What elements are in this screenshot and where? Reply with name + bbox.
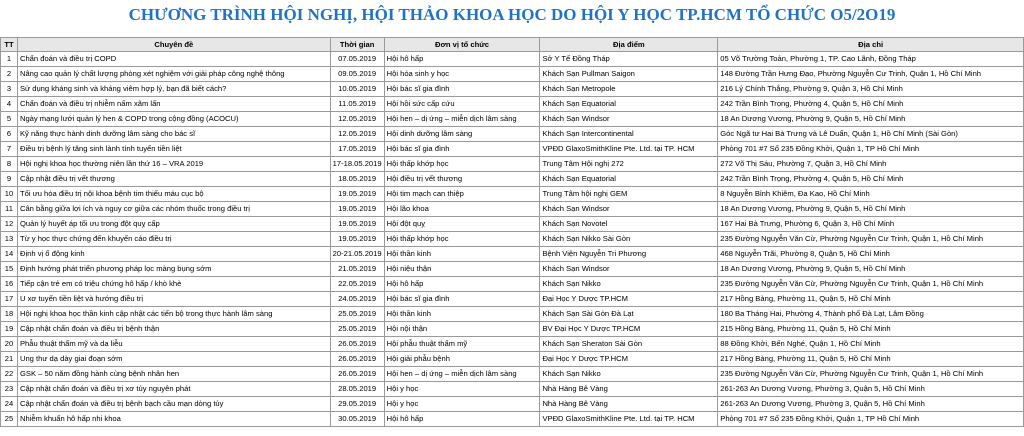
table-row	[1, 97, 1024, 112]
cell-venue[interactable]: Khách Sạn Windsor	[540, 202, 718, 217]
header-venue[interactable]: Địa điểm	[540, 38, 718, 52]
cell-tt[interactable]: 23	[1, 382, 18, 397]
cell-organizer[interactable]: Hội hô hấp	[384, 412, 540, 427]
cell-address[interactable]: 242 Trần Bình Trọng, Phường 4, Quận 5, Hồ Chí Minh	[718, 172, 1024, 187]
cell-venue[interactable]: Khách Sạn Equatorial	[540, 97, 718, 112]
cell-organizer[interactable]: Hội tim mạch can thiệp	[384, 187, 540, 202]
cell-organizer[interactable]: Hội hồi sức cấp cứu	[384, 97, 540, 112]
cell-tt[interactable]: 11	[1, 202, 18, 217]
cell-venue[interactable]: Khách Sạn Intercontinental	[540, 127, 718, 142]
cell-topic[interactable]: Phẫu thuật thẩm mỹ và da liễu	[17, 337, 330, 352]
cell-address[interactable]: 18 An Dương Vương, Phường 9, Quận 5, Hồ Chí Minh	[718, 262, 1024, 277]
cell-address[interactable]: 180 Ba Tháng Hai, Phường 4, Thành phố Đà Lạt, Lâm Đồng	[718, 307, 1024, 322]
cell-topic[interactable]: Cập nhật điều trị vết thương	[17, 172, 330, 187]
cell-organizer[interactable]: Hội thần kinh	[384, 247, 540, 262]
header-organizer[interactable]: Đơn vị tổ chức	[384, 38, 540, 52]
cell-tt[interactable]: 4	[1, 97, 18, 112]
cell-date[interactable]: 07.05.2019	[330, 52, 384, 67]
cell-topic[interactable]: Ung thư dạ dày giai đoạn sớm	[17, 352, 330, 367]
cell-tt[interactable]: 12	[1, 217, 18, 232]
table-row	[1, 172, 1024, 187]
table-row	[1, 52, 1024, 67]
table-row	[1, 277, 1024, 292]
cell-tt[interactable]: 15	[1, 262, 18, 277]
cell-date[interactable]: 18.05.2019	[330, 172, 384, 187]
cell-venue[interactable]: Nhà Hàng Bê Vàng	[540, 382, 718, 397]
cell-date[interactable]: 25.05.2019	[330, 322, 384, 337]
cell-tt[interactable]: 10	[1, 187, 18, 202]
cell-address[interactable]: 148 Đường Trần Hưng Đạo, Phường Nguyễn Cư Trinh, Quận 1, Hồ Chí Minh	[718, 67, 1024, 82]
cell-topic[interactable]: Hội nghị khoa học thường niên lần thứ 16 – VRA 2019	[17, 157, 330, 172]
cell-date[interactable]: 09.05.2019	[330, 67, 384, 82]
cell-date[interactable]: 24.05.2019	[330, 292, 384, 307]
table-row	[1, 202, 1024, 217]
cell-address[interactable]: 18 An Dương Vương, Phường 9, Quận 5, Hồ Chí Minh	[718, 112, 1024, 127]
cell-organizer[interactable]: Hội hô hấp	[384, 52, 540, 67]
cell-address[interactable]: 242 Trần Bình Trọng, Phường 4, Quận 5, Hồ Chí Minh	[718, 97, 1024, 112]
cell-address[interactable]: 468 Nguyễn Trãi, Phường 8, Quận 5, Hồ Chí Minh	[718, 247, 1024, 262]
cell-address[interactable]: 05 Võ Trường Toản, Phường 1, TP. Cao Lãnh, Đồng Tháp	[718, 52, 1024, 67]
cell-date[interactable]: 12.05.2019	[330, 112, 384, 127]
cell-venue[interactable]: Trung Tâm Hội nghị 272	[540, 157, 718, 172]
table-row	[1, 217, 1024, 232]
table-row	[1, 322, 1024, 337]
cell-date[interactable]: 21.05.2019	[330, 262, 384, 277]
cell-date[interactable]: 26.05.2019	[330, 337, 384, 352]
cell-tt[interactable]: 14	[1, 247, 18, 262]
cell-address[interactable]: 261-263 An Dương Vương, Phường 3, Quận 5, Hồ Chí Minh	[718, 397, 1024, 412]
cell-tt[interactable]: 6	[1, 127, 18, 142]
header-date[interactable]: Thời gian	[330, 38, 384, 52]
table-row	[1, 262, 1024, 277]
cell-venue[interactable]: Khách Sạn Nikko	[540, 277, 718, 292]
cell-address[interactable]: 235 Đường Nguyễn Văn Cừ, Phường Nguyễn Cư Trinh, Quận 1, Hồ Chí Minh	[718, 232, 1024, 247]
cell-address[interactable]: Phòng 701 #7 Số 235 Đồng Khởi, Quận 1, TP Hồ Chí Minh	[718, 142, 1024, 157]
cell-date[interactable]: 22.05.2019	[330, 277, 384, 292]
table-row	[1, 82, 1024, 97]
cell-organizer[interactable]: Hội phẫu thuật thẩm mỹ	[384, 337, 540, 352]
table-row	[1, 142, 1024, 157]
header-address[interactable]: Địa chỉ	[718, 38, 1024, 52]
cell-venue[interactable]: Nhà Hàng Bê Vàng	[540, 397, 718, 412]
table-row	[1, 67, 1024, 82]
cell-address[interactable]: 167 Hai Bà Trưng, Phường 6, Quận 3, Hồ Chí Minh	[718, 217, 1024, 232]
cell-venue[interactable]: Khách Sạn Novotel	[540, 217, 718, 232]
cell-topic[interactable]: Cập nhật chẩn đoán và điều trị bệnh thận	[17, 322, 330, 337]
cell-venue[interactable]: Đại Học Y Dược TP.HCM	[540, 292, 718, 307]
cell-organizer[interactable]: Hội hen – dị ứng – miễn dịch lâm sàng	[384, 112, 540, 127]
cell-venue[interactable]: Khách Sạn Nikko	[540, 367, 718, 382]
cell-address[interactable]: 18 An Dương Vương, Phường 9, Quận 5, Hồ Chí Minh	[718, 202, 1024, 217]
cell-topic[interactable]: Từ y học thực chứng đến khuyến cáo điều trị	[17, 232, 330, 247]
cell-organizer[interactable]: Hội bác sĩ gia đình	[384, 292, 540, 307]
cell-date[interactable]: 19.05.2019	[330, 187, 384, 202]
cell-venue[interactable]: Đại Học Y Dược TP.HCM	[540, 352, 718, 367]
cell-venue[interactable]: VPĐD GlaxoSmithKline Pte. Ltd. tại TP. HCM	[540, 142, 718, 157]
cell-address[interactable]: 272 Võ Thị Sáu, Phường 7, Quận 3, Hồ Chí Minh	[718, 157, 1024, 172]
cell-date[interactable]: 20-21.05.2019	[330, 247, 384, 262]
cell-date[interactable]: 19.05.2019	[330, 202, 384, 217]
cell-address[interactable]: 215 Hồng Bàng, Phường 11, Quận 5, Hồ Chí Minh	[718, 322, 1024, 337]
cell-date[interactable]: 30.05.2019	[330, 412, 384, 427]
cell-date[interactable]: 10.05.2019	[330, 82, 384, 97]
cell-topic[interactable]: GSK – 50 năm đồng hành cùng bệnh nhân hen	[17, 367, 330, 382]
cell-venue[interactable]: Khách Sạn Windsor	[540, 262, 718, 277]
table-row	[1, 187, 1024, 202]
cell-topic[interactable]: Chẩn đoán và điều trị COPD	[17, 52, 330, 67]
cell-date[interactable]: 28.05.2019	[330, 382, 384, 397]
cell-organizer[interactable]: Hội thấp khớp học	[384, 157, 540, 172]
header-row	[1, 38, 1024, 52]
cell-organizer[interactable]: Hội thấp khớp học	[384, 232, 540, 247]
table-row	[1, 112, 1024, 127]
cell-organizer[interactable]: Hội bác sĩ gia đình	[384, 82, 540, 97]
conference-table	[0, 37, 1024, 427]
cell-topic[interactable]: Cân bằng giữa lợi ích và nguy cơ giữa các nhóm thuốc trong điều trị	[17, 202, 330, 217]
cell-venue[interactable]: Khách Sạn Equatorial	[540, 172, 718, 187]
cell-organizer[interactable]: Hội dinh dưỡng lâm sàng	[384, 127, 540, 142]
cell-organizer[interactable]: Hội đột quỵ	[384, 217, 540, 232]
cell-venue[interactable]: Khách Sạn Pullman Saigon	[540, 67, 718, 82]
cell-venue[interactable]: Sở Y Tế Đồng Tháp	[540, 52, 718, 67]
cell-venue[interactable]: Khách Sạn Sài Gòn Đà Lạt	[540, 307, 718, 322]
cell-organizer[interactable]: Hội hóa sinh y học	[384, 67, 540, 82]
cell-topic[interactable]: Chẩn đoán và điều trị nhiễm nấm xâm lấn	[17, 97, 330, 112]
cell-topic[interactable]: Định hướng phát triển phương pháp lọc màng bụng sớm	[17, 262, 330, 277]
cell-tt[interactable]: 21	[1, 352, 18, 367]
cell-address[interactable]: 261-263 An Dương Vương, Phường 3, Quận 5, Hồ Chí Minh	[718, 382, 1024, 397]
cell-topic[interactable]: Điều trị bệnh lý tăng sinh lành tính tuyến tiền liệt	[17, 142, 330, 157]
cell-tt[interactable]: 19	[1, 322, 18, 337]
cell-topic[interactable]: Hội nghị khoa học thần kinh cập nhật các tiến bộ trong thực hành lâm sàng	[17, 307, 330, 322]
table-row	[1, 382, 1024, 397]
cell-tt[interactable]: 5	[1, 112, 18, 127]
table-row	[1, 232, 1024, 247]
cell-tt[interactable]: 16	[1, 277, 18, 292]
table-row	[1, 337, 1024, 352]
cell-topic[interactable]: Tối ưu hóa điều trị nội khoa bệnh tim thiếu máu cục bộ	[17, 187, 330, 202]
cell-topic[interactable]: U xơ tuyến tiền liệt và hướng điều trị	[17, 292, 330, 307]
cell-address[interactable]: 235 Đường Nguyễn Văn Cừ, Phường Nguyễn Cư Trinh, Quận 1, Hồ Chí Minh	[718, 367, 1024, 382]
cell-tt[interactable]: 24	[1, 397, 18, 412]
table-row	[1, 367, 1024, 382]
cell-topic[interactable]: Quản lý huyết áp tối ưu trong đột quỵ cấp	[17, 217, 330, 232]
header-topic[interactable]: Chuyên đề	[17, 38, 330, 52]
cell-date[interactable]: 12.05.2019	[330, 127, 384, 142]
cell-date[interactable]: 25.05.2019	[330, 307, 384, 322]
cell-venue[interactable]: Khách Sạn Nikko Sài Gòn	[540, 232, 718, 247]
cell-organizer[interactable]: Hội giải phẫu bệnh	[384, 352, 540, 367]
cell-organizer[interactable]: Hội hô hấp	[384, 277, 540, 292]
cell-date[interactable]: 26.05.2019	[330, 367, 384, 382]
cell-organizer[interactable]: Hội y học	[384, 382, 540, 397]
table-row	[1, 412, 1024, 427]
table-row	[1, 292, 1024, 307]
cell-date[interactable]: 19.05.2019	[330, 232, 384, 247]
cell-tt[interactable]: 3	[1, 82, 18, 97]
cell-date[interactable]: 29.05.2019	[330, 397, 384, 412]
cell-address[interactable]: 216 Lý Chính Thắng, Phường 9, Quận 3, Hồ Chí Minh	[718, 82, 1024, 97]
cell-topic[interactable]: Kỹ năng thực hành dinh dưỡng lâm sàng cho bác sĩ	[17, 127, 330, 142]
cell-organizer[interactable]: Hội lão khoa	[384, 202, 540, 217]
cell-date[interactable]: 17-18.05.2019	[330, 157, 384, 172]
cell-address[interactable]: 235 Đường Nguyễn Văn Cừ, Phường Nguyễn Cư Trinh, Quận 1, Hồ Chí Minh	[718, 277, 1024, 292]
cell-address[interactable]: Góc Ngã tư Hai Bà Trưng và Lê Duẩn, Quận 1, Hồ Chí Minh (Sài Gòn)	[718, 127, 1024, 142]
table-row	[1, 307, 1024, 322]
cell-venue[interactable]: Trung Tâm hội nghị GEM	[540, 187, 718, 202]
table-row	[1, 247, 1024, 262]
cell-date[interactable]: 17.05.2019	[330, 142, 384, 157]
cell-tt[interactable]: 9	[1, 172, 18, 187]
cell-organizer[interactable]: Hội bác sĩ gia đình	[384, 142, 540, 157]
cell-topic[interactable]: Nhiễm khuẩn hô hấp nhi khoa	[17, 412, 330, 427]
cell-organizer[interactable]: Hội nội thận	[384, 322, 540, 337]
cell-tt[interactable]: 2	[1, 67, 18, 82]
cell-tt[interactable]: 17	[1, 292, 18, 307]
cell-date[interactable]: 11.05.2019	[330, 97, 384, 112]
page-title: CHƯƠNG TRÌNH HỘI NGHỊ, HỘI THẢO KHOA HỌC DO HỘI Y HỌC TP.HCM TỔ CHỨC O5/2O19	[128, 5, 896, 24]
cell-address[interactable]: 217 Hồng Bàng, Phường 11, Quận 5, Hồ Chí Minh	[718, 292, 1024, 307]
cell-tt[interactable]: 7	[1, 142, 18, 157]
table-row	[1, 352, 1024, 367]
cell-organizer[interactable]: Hội hen – dị ứng – miễn dịch lâm sàng	[384, 367, 540, 382]
cell-date[interactable]: 19.05.2019	[330, 217, 384, 232]
cell-topic[interactable]: Ngày mạng lưới quản lý hen & COPD trong cộng đồng (ACOCU)	[17, 112, 330, 127]
header-tt[interactable]: TT	[1, 38, 18, 52]
cell-tt[interactable]: 8	[1, 157, 18, 172]
table-row	[1, 157, 1024, 172]
cell-topic[interactable]: Tiếp cận trẻ em có triệu chứng hô hấp / khò khè	[17, 277, 330, 292]
cell-venue[interactable]: BV Đại Học Y Dược TP.HCM	[540, 322, 718, 337]
cell-address[interactable]: 8 Nguyễn Bỉnh Khiêm, Đa Kao, Hồ Chí Minh	[718, 187, 1024, 202]
cell-topic[interactable]: Cập nhật chẩn đoán và điều trị xơ tủy nguyên phát	[17, 382, 330, 397]
cell-organizer[interactable]: Hội y học	[384, 397, 540, 412]
cell-organizer[interactable]: Hội niệu thận	[384, 262, 540, 277]
cell-address[interactable]: Phòng 701 #7 Số 235 Đồng Khởi, Quận 1, TP Hồ Chí Minh	[718, 412, 1024, 427]
cell-tt[interactable]: 18	[1, 307, 18, 322]
cell-venue[interactable]: Khách Sạn Windsor	[540, 112, 718, 127]
cell-date[interactable]: 26.05.2019	[330, 352, 384, 367]
cell-venue[interactable]: VPĐD GlaxoSmithKline Pte. Ltd. tại TP. HCM	[540, 412, 718, 427]
cell-topic[interactable]: Định vị ổ động kinh	[17, 247, 330, 262]
table-row	[1, 397, 1024, 412]
cell-topic[interactable]: Cập nhật chẩn đoán và điều trị bệnh bạch cầu mạn dòng tủy	[17, 397, 330, 412]
cell-tt[interactable]: 25	[1, 412, 18, 427]
cell-tt[interactable]: 20	[1, 337, 18, 352]
cell-organizer[interactable]: Hội thần kinh	[384, 307, 540, 322]
cell-tt[interactable]: 22	[1, 367, 18, 382]
cell-address[interactable]: 88 Đồng Khởi, Bến Nghé, Quận 1, Hồ Chí Minh	[718, 337, 1024, 352]
cell-venue[interactable]: Khách Sạn Sheraton Sài Gòn	[540, 337, 718, 352]
cell-tt[interactable]: 1	[1, 52, 18, 67]
cell-topic[interactable]: Nâng cao quản lý chất lượng phòng xét nghiệm với giải pháp công nghệ thông	[17, 67, 330, 82]
cell-venue[interactable]: Bệnh Viện Nguyễn Tri Phương	[540, 247, 718, 262]
table-row	[1, 127, 1024, 142]
cell-venue[interactable]: Khách Sạn Metropole	[540, 82, 718, 97]
cell-tt[interactable]: 13	[1, 232, 18, 247]
cell-organizer[interactable]: Hội điều trị vết thương	[384, 172, 540, 187]
cell-address[interactable]: 217 Hồng Bàng, Phường 11, Quận 5, Hồ Chí Minh	[718, 352, 1024, 367]
cell-topic[interactable]: Sử dụng kháng sinh và kháng viêm hợp lý, bạn đã biết cách?	[17, 82, 330, 97]
